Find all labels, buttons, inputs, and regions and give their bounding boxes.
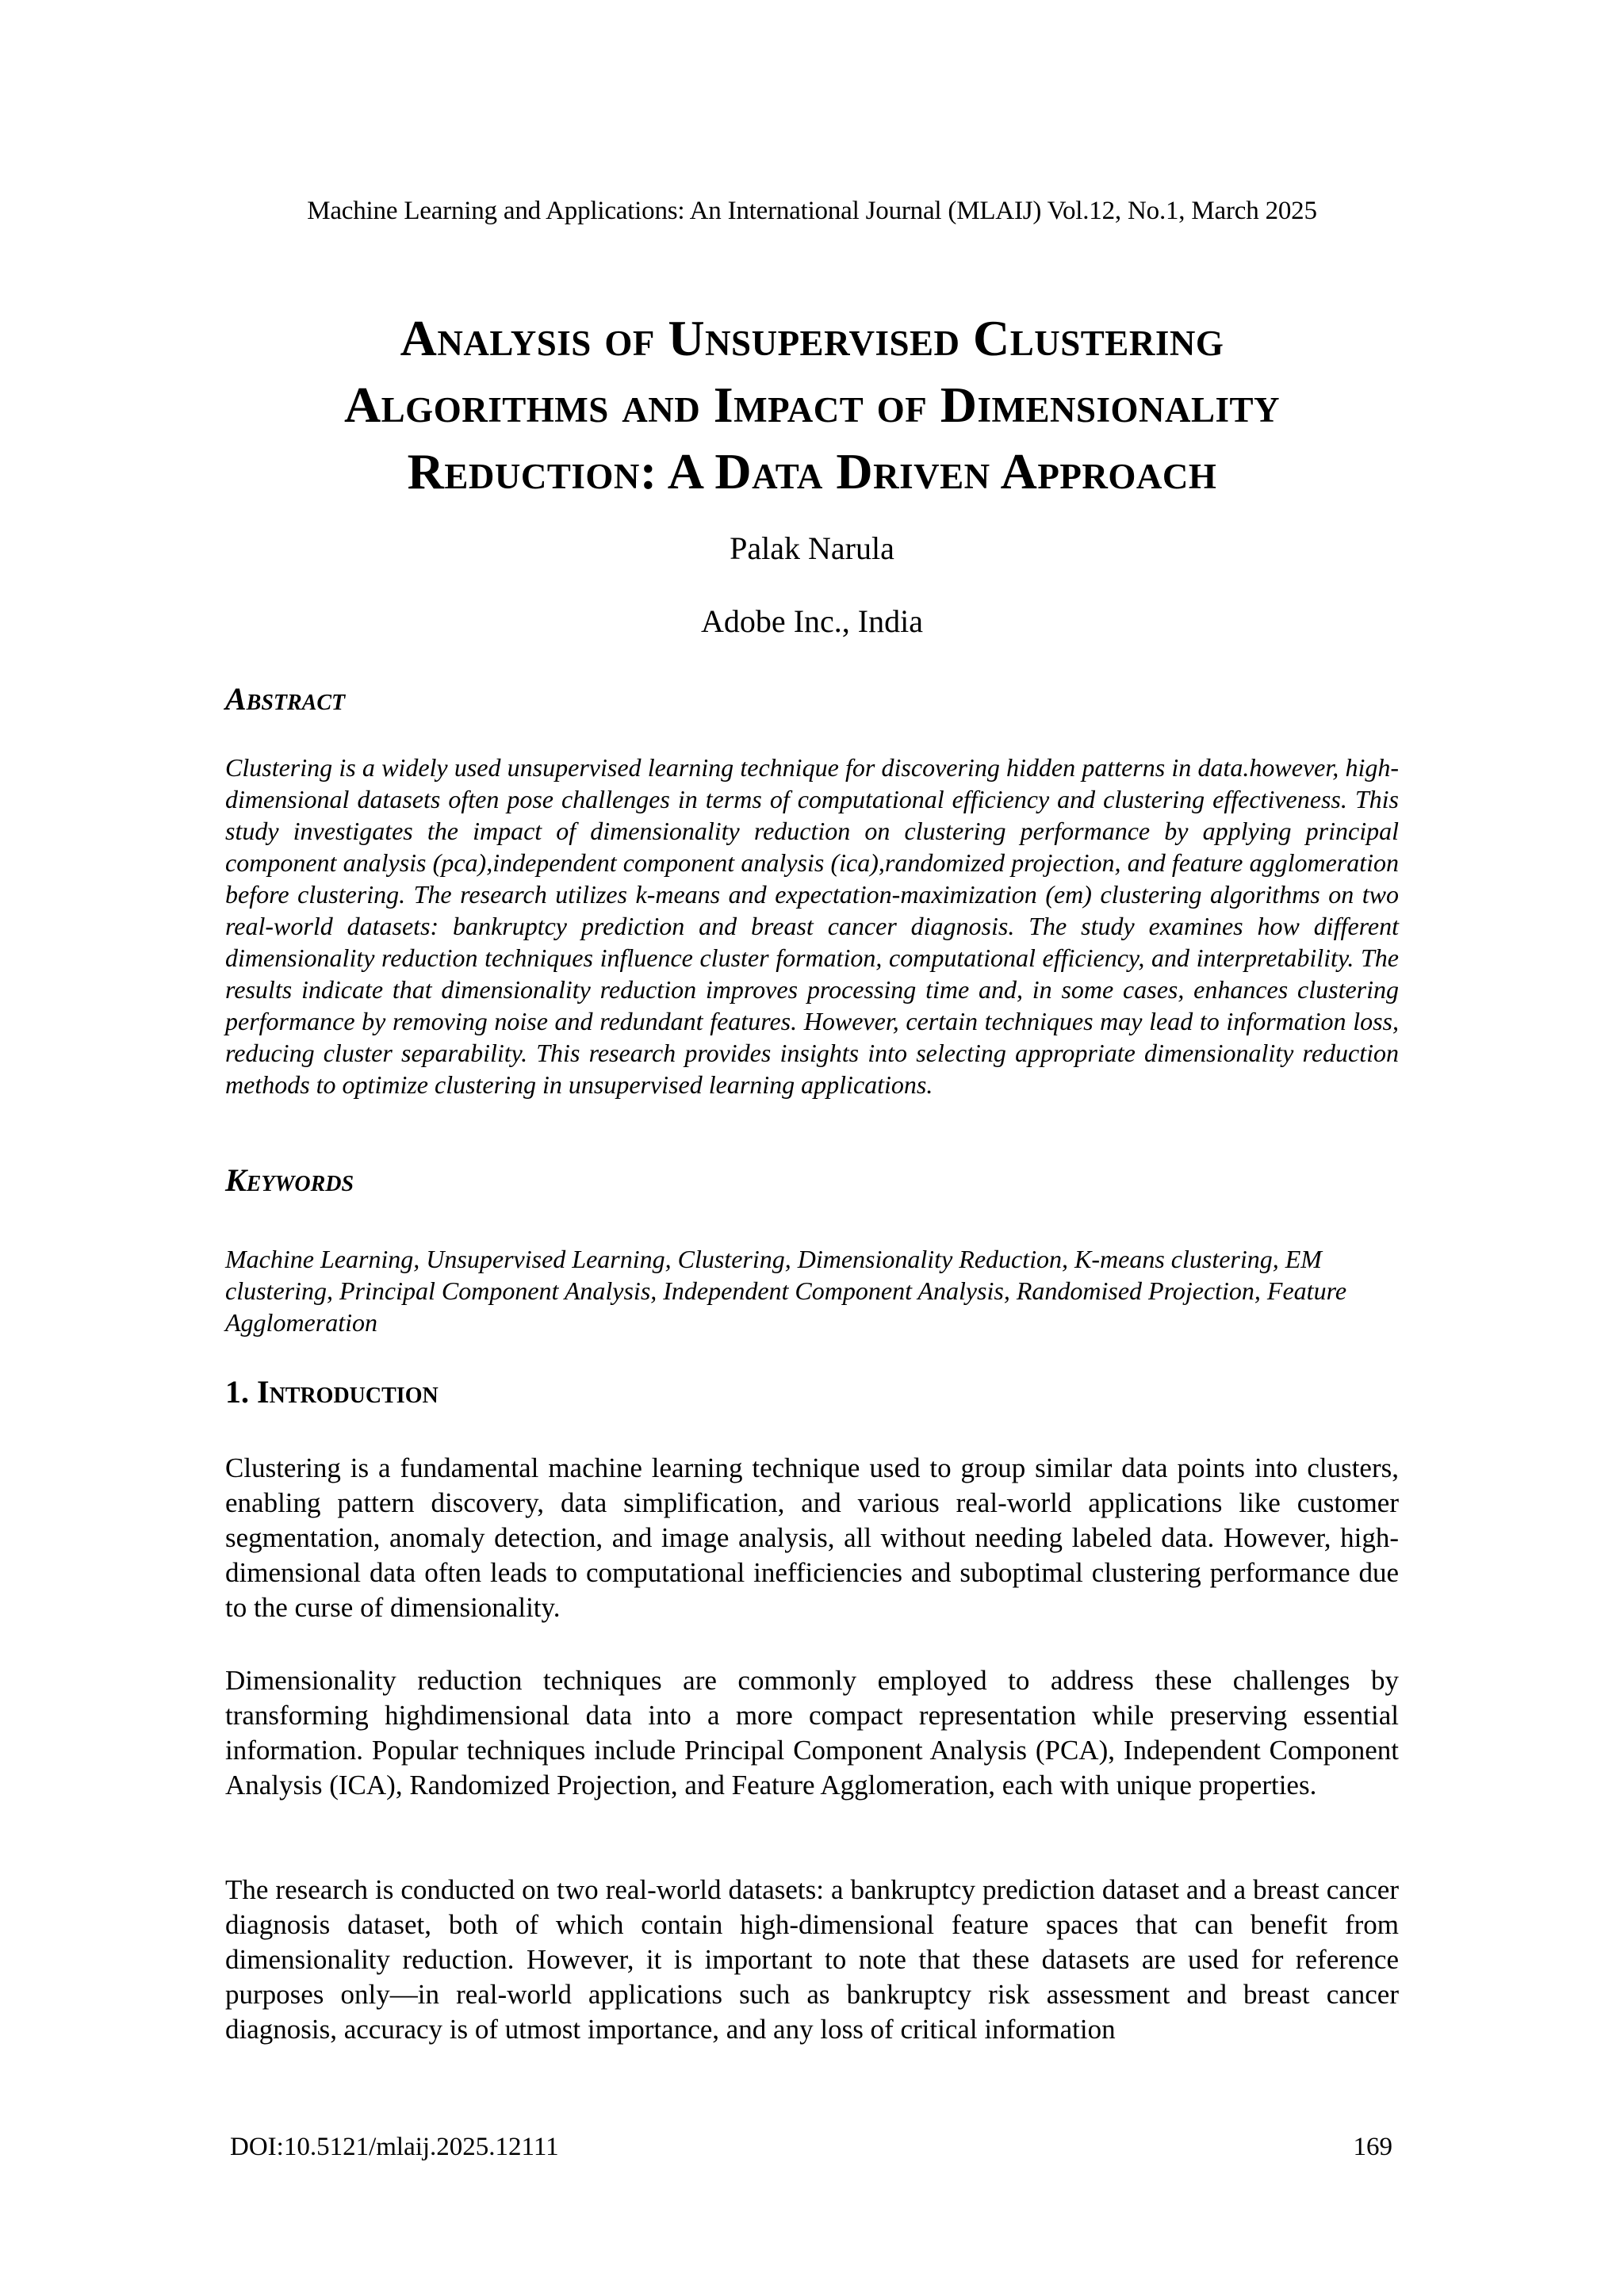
title-line: Analysis of Unsupervised Clustering: [400, 310, 1224, 366]
abstract-text: Clustering is a widely used unsupervised learning technique for discovering hidden patterns in data.however, high-dimensional datasets often pose challenges in terms of computational efficiency and clustering effectiveness. This study investigates the impact of dimensionality reduction on clustering performance by applying principal component analysis (pca),independent component analysis (ica),randomized projection, and feature agglomeration before clustering. The research utilizes k-means and expectation-maximization (em) clustering algorithms on two real-world datasets: bankruptcy prediction and breast cancer diagnosis. The study examines how different dimensionality reduction techniques influence cluster formation, computational efficiency, and interpretability. The results indicate that dimensionality reduction improves processing time and, in some cases, enhances clustering performance by removing noise and redundant features. However, certain techniques may lead to information loss, reducing cluster separability. This research provides insights into selecting appropriate dimensionality reduction methods to optimize clustering in unsupervised learning applications.: [225, 753, 1399, 1099]
footer-doi: DOI:10.5121/mlaij.2025.12111: [230, 2133, 559, 2161]
introduction-paragraph: The research is conducted on two real-world datasets: a bankruptcy prediction dataset and a breast cancer diagnosis dataset, both of which contain high-dimensional feature spaces that can benefit from dimensionality reduction. However, it is important to note that these datasets are used for reference purposes only—in real-world applications such as bankruptcy risk assessment and breast cancer diagnosis, accuracy is of utmost importance, and any loss of critical information: [225, 1874, 1399, 2045]
running-header: Machine Learning and Applications: An International Journal (MLAIJ) Vol.12, No.1, March 2025: [307, 197, 1317, 225]
title-line: Algorithms and Impact of Dimensionality: [343, 377, 1281, 433]
paper-title: [159, 305, 1465, 505]
abstract-heading: Abstract: [225, 681, 346, 717]
introduction-paragraph: Dimensionality reduction techniques are commonly employed to address these challenges by transforming highdimensional data into a more compact representation while preserving essential information. Popular techniques include Principal Component Analysis (PCA), Independent Component Analysis (ICA), Randomized Projection, and Feature Agglomeration, each with unique properties.: [225, 1665, 1399, 1800]
title-line: Reduction: A Data Driven Approach: [407, 443, 1217, 499]
author-name: Palak Narula: [730, 530, 894, 566]
author-affiliation: Adobe Inc., India: [701, 603, 923, 639]
page-number: 169: [1353, 2133, 1392, 2161]
keywords-text: Machine Learning, Unsupervised Learning, Clustering, Dimensionality Reduction, K-means clustering, EM clustering, Principal Component Analysis, Independent Component Analysis, Randomised Projection, Feature Agglomeration: [225, 1245, 1347, 1337]
introduction-paragraph: Clustering is a fundamental machine learning technique used to group similar data points into clusters, enabling pattern discovery, data simplification, and various real-world applications like customer segmentation, anomaly detection, and image analysis, all without needing labeled data. However, high-dimensional data often leads to computational inefficiencies and suboptimal clustering performance due to the curse of dimensionality.: [225, 1452, 1399, 1623]
keywords-heading: Keywords: [225, 1162, 354, 1198]
introduction-heading: 1. Introduction: [225, 1374, 439, 1410]
